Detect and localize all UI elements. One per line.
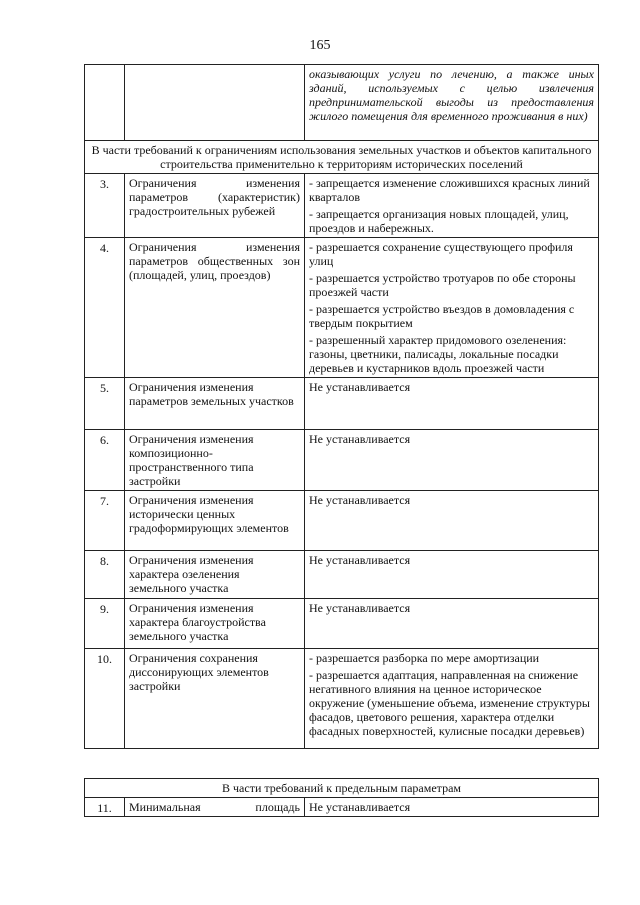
continuation-text: оказывающих услуги по лечению, а также иных зданий, используемых с целью извлечения предпринимательской выгоды из предоставления жилого помещения для временного проживания в них) [305,65,599,141]
requirements-table [84,64,599,749]
table-row [85,649,599,749]
row-number: 8. [85,551,125,599]
continuation-row [85,65,599,141]
row-number: 5. [85,378,125,430]
row-number: 3. [85,174,125,238]
continuation-param-cell [125,65,305,141]
continuation-num-cell [85,65,125,141]
row-parameter: Ограничения изменения характера благоустройства земельного участка [125,599,305,649]
row-parameter: Минимальная площадь [125,798,305,817]
requirement-item: - разрешается сохранение существующего профиля улиц [309,240,573,268]
row-parameter: Ограничения изменения параметров земельных участков [125,378,305,430]
requirement-item: - запрещается изменение сложившихся красных линий кварталов [309,176,590,204]
requirement-item: - разрешенный характер придомового озеленения: газоны, цветники, палисады, локальные посадки деревьев и кустарников вдоль проезжей части [309,333,567,375]
table-row [85,491,599,551]
row-number: 7. [85,491,125,551]
section-heading: В части требований к ограничениям использования земельных участков и объектов капитального строительства применительно к территориям исторических поселений [85,141,599,174]
table-row [85,599,599,649]
row-parameter: Ограничения изменения характера озеленения земельного участка [125,551,305,599]
row-parameter: Ограничения изменения параметров (характеристик) градостроительных рубежей [125,174,305,238]
row-requirement [305,599,599,649]
limits-table [84,778,599,817]
row-parameter: Ограничения сохранения диссонирующих элементов застройки [125,649,305,749]
section-heading-row [85,141,599,174]
row-number: 11. [85,798,125,817]
row-requirement [305,430,599,491]
row-requirement [305,491,599,551]
row-parameter: Ограничения изменения композиционно-пространственного типа застройки [125,430,305,491]
row-requirement [305,378,599,430]
requirement-item: - разрешается разборка по мере амортизации [309,651,540,665]
table-row [85,238,599,378]
requirement-item: - разрешается устройство въездов в домовладения с твердым покрытием [309,302,575,330]
requirement-item: - разрешается устройство тротуаров по обе стороны проезжей части [309,271,576,299]
row-requirement [305,649,599,749]
row-number: 6. [85,430,125,491]
row-number: 10. [85,649,125,749]
row-parameter: Ограничения изменения исторически ценных градоформирующих элементов [125,491,305,551]
requirement-item: - разрешается адаптация, направленная на снижение негативного влияния на ценное историческое окружение (уменьшение объема, изменение структуры фасадов, цветового решения, характера отделки фасадных поверхностей, кулисные посадки деревьев) [309,668,590,738]
row-requirement [305,551,599,599]
table-row [85,378,599,430]
row-number: 4. [85,238,125,378]
table-row [85,174,599,238]
table-row [85,430,599,491]
requirement-item: Не устанавливается [309,553,411,567]
row-requirement [305,238,599,378]
row-number: 9. [85,599,125,649]
requirement-item: Не устанавливается [309,432,411,446]
page-number: 165 [309,38,331,53]
requirement-item: Не устанавливается [309,380,411,394]
section2-heading: В части требований к предельным параметрам [85,779,599,798]
row-requirement: Не устанавливается [305,798,599,817]
row-requirement [305,174,599,238]
table-rows [85,174,599,749]
table-row [85,798,599,817]
table-row [85,551,599,599]
requirement-item: Не устанавливается [309,493,411,507]
requirement-item: Не устанавливается [309,601,411,615]
row-parameter: Ограничения изменения параметров общественных зон (площадей, улиц, проездов) [125,238,305,378]
section2-heading-row [85,779,599,798]
requirement-item: - запрещается организация новых площадей, улиц, проездов и набережных. [309,207,569,235]
